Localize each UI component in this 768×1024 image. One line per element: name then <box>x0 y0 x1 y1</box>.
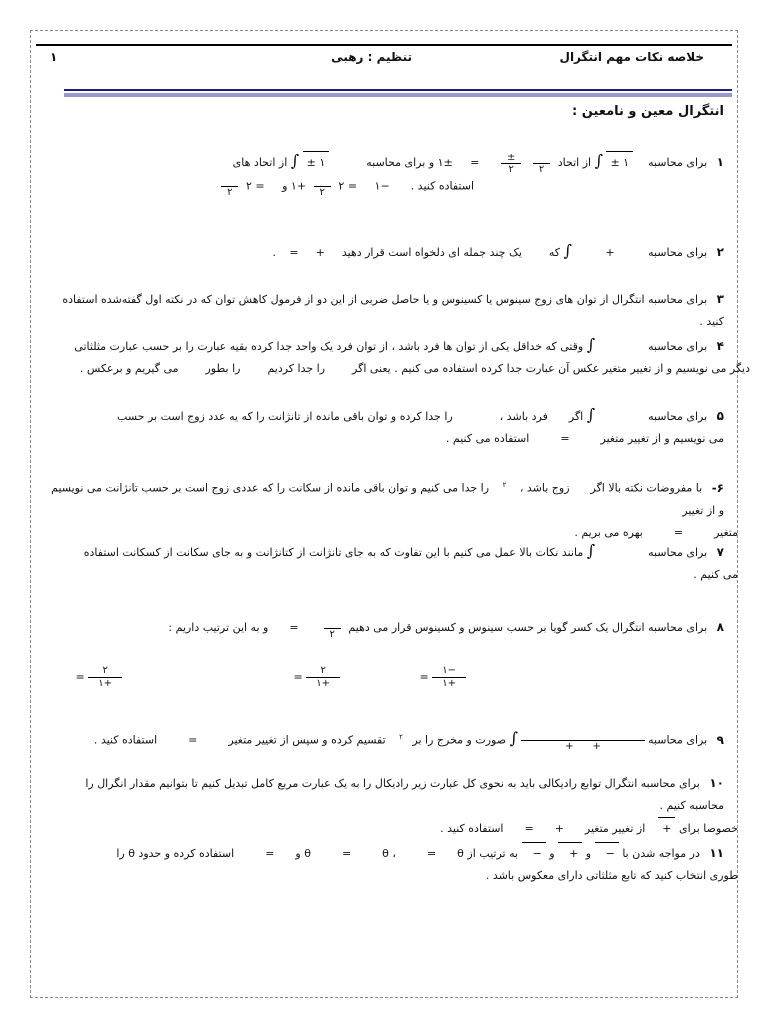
item-number: ۷ <box>716 545 724 559</box>
item-text: برای محاسبه <box>648 156 708 169</box>
sqrt-expression: ۱ ± <box>303 151 330 174</box>
item-text: را جدا می کنیم و توان باقی مانده از سکانت را که عددی زوج است بر حسب تانژانت می نویسیم و از تغییر <box>51 481 724 517</box>
note-item-7 <box>48 540 738 586</box>
item-text: برای محاسبه <box>648 410 708 423</box>
item-text: و <box>549 847 555 860</box>
item-text: −۱ <box>374 179 390 192</box>
item-text: + <box>315 246 325 259</box>
item-text: برای محاسبه انتگرال توابع رادیکالی باید به نحوی کل عبارت زیر رادیکال را به یک عبارت مربع کامل تبدیل کنیم تا بتوانیم مقدار انگرال را محاسبه کنیم . <box>85 777 724 812</box>
item-text: با مفروضات نکته بالا اگر <box>590 481 703 495</box>
item-text: تقسیم کرده و سپس از تغییر متغیر <box>228 733 386 747</box>
item-text: متغیر <box>714 525 738 539</box>
note-item-11 <box>48 842 738 887</box>
item-text: = <box>673 525 684 539</box>
integral-symbol: ∫ <box>594 151 603 170</box>
section-title: انتگرال معین و نامعین : <box>572 104 724 119</box>
page-header <box>36 50 732 72</box>
item-number: ۵ <box>716 409 724 423</box>
note-item-5 <box>48 404 724 450</box>
note-item-3 <box>48 288 724 333</box>
item-text: می نویسیم و از تغییر متغیر <box>600 432 724 445</box>
item-text: برای محاسبه <box>648 340 708 353</box>
item-text: = <box>524 822 534 835</box>
fraction-expression: = ۱− ۱+ <box>420 665 466 690</box>
item-text: = <box>289 621 299 634</box>
item-text: = <box>341 847 352 860</box>
item-text: طوری انتخاب کنید که تابع مثلثاتی دارای معکوس باشد . <box>485 869 738 882</box>
item-number: ۴ <box>716 339 724 353</box>
fraction: $\frac{\pm}{۲}$ <box>501 152 521 175</box>
item-text: برای محاسبه <box>648 246 708 259</box>
item-text: به ترتیب از <box>467 847 519 860</box>
header-rule-light <box>64 93 732 97</box>
item-text: را جدا کردیم <box>267 362 326 375</box>
sqrt-expression: + <box>658 817 675 840</box>
item-text: = <box>289 246 299 259</box>
item-text: = <box>560 432 570 445</box>
note-item-8 <box>48 616 724 640</box>
header-top-rule <box>36 44 732 46</box>
item-text: = <box>188 733 198 747</box>
note-item-4 <box>48 334 750 380</box>
note-item-6: ۶- با مفروضات نکته بالا اگر زوج باشد ، $^۲$ را جدا می کنیم و توان باقی مانده از سکانت را که عددی زوج است بر حسب تانژانت می نویسیم و از تغییر متغیر = بهره می بریم . <box>51 480 738 539</box>
sqrt-expression: + <box>558 842 582 865</box>
note-item-2: ۲ برای محاسبه + ∫ که یک چند جمله ای دلخواه است قرار دهید + = . <box>272 241 724 260</box>
sqrt-expression: − <box>595 842 619 865</box>
fraction: + + <box>521 728 644 753</box>
item-text: صورت و مخرج را بر <box>412 733 507 747</box>
note-item-1: ۱ برای محاسبه ۱ ± ∫ از اتحاد ۲ $\frac{\pm}{۲}$ = ±۱ و برای محاسبه ۱ ± ∫ از اتحاد های استفاده کنید . −۱ = ۲ ۲ +۱ و = ۲ ۲ <box>48 150 724 198</box>
item-text: که <box>548 246 561 259</box>
integral-symbol: ∫ <box>586 335 596 354</box>
fraction-expression: = ۲ ۱+ <box>294 665 340 690</box>
item-number: ۹ <box>716 732 724 747</box>
item-number: ۳ <box>716 292 724 306</box>
integral-symbol: ∫ <box>586 541 596 560</box>
sqrt-expression: ۱ ± <box>606 151 633 174</box>
item-number: ۱۱ <box>709 846 724 860</box>
item-text: می گیریم و برعکس . <box>79 362 179 375</box>
item-text: استفاده کنید . <box>410 179 474 192</box>
note-item-9: ۹ برای محاسبه + + ∫ صورت و مخرج را بر $^۲$ تقسیم کرده و سپس از تغییر متغیر = استفاده کنید . <box>93 728 724 753</box>
item-number: ۱۰ <box>709 776 724 790</box>
integral-symbol: ∫ <box>509 728 518 748</box>
item-text: را بطور <box>205 362 241 375</box>
item-text: و <box>585 847 592 860</box>
item-text: ۲ <box>338 179 345 192</box>
fraction: ۲ <box>314 175 331 198</box>
item-text: از اتحاد <box>557 156 592 169</box>
item-text: از تغییر متغیر <box>584 822 646 835</box>
item-number: ۲ <box>716 245 724 259</box>
item-text: زوج باشد ، <box>519 481 570 495</box>
header-rule-dark <box>64 89 732 91</box>
item-number: ۶- <box>711 480 724 495</box>
header-author: تنظیم : رهبی <box>331 50 412 64</box>
item-text: دیگر می نویسیم و از تغییر متغیر عکس آن عبارت جدا کرده استفاده می کنیم . یعنی اگر <box>352 362 750 375</box>
integral-symbol: ∫ <box>290 151 300 170</box>
item-text: برای محاسبه <box>648 546 708 559</box>
sqrt-expression: − <box>522 842 546 865</box>
item-text: استفاده کرده و حدود θ را <box>116 847 235 860</box>
item-text: و به این ترتیب داریم : <box>168 621 269 634</box>
item-text: استفاده می کنیم . <box>445 432 530 445</box>
item-text: می کنیم . <box>693 568 738 581</box>
item-text: مانند نکات بالا عمل می کنیم با این تفاوت که به جای تانژانت از کتانژانت و به جای سکانت از کسکانت استفاده <box>83 546 584 559</box>
item-text: بهره می بریم . <box>574 525 643 539</box>
item-text: در مواجه شدن با <box>622 847 700 860</box>
item-text: را جدا کرده و توان باقی مانده از تانژانت را که یه عدد زوج است بر حسب <box>117 410 453 423</box>
note-item-10 <box>48 772 738 840</box>
item-text: = <box>265 847 275 860</box>
fraction: ۲ <box>324 617 341 640</box>
item-text: برای محاسبه انتگرال یک کسر گویا بر حسب سینوس و کسینوس قرار می دهیم <box>348 621 708 634</box>
fraction: ۲ <box>221 175 238 198</box>
integral-symbol: ∫ <box>586 405 596 424</box>
item-text: اگر <box>568 410 584 423</box>
integral-symbol: ∫ <box>563 241 572 260</box>
item-text: و برای محاسبه <box>366 156 435 169</box>
item-text: وقتی که خداقل یکی از توان ها فرد باشد ، از توان فرد یک واحد جدا کرده بقیه عبارت را بر حسب عبارت مثلثاتی <box>74 340 584 353</box>
item-text: استفاده کنید . <box>440 822 504 835</box>
item-text: یک چند جمله ای دلخواه است قرار دهید <box>341 246 522 259</box>
document-body <box>48 100 750 984</box>
item-text: خصوصا برای <box>678 822 738 835</box>
page-number: ۱ <box>50 50 58 64</box>
fraction: ۲ <box>533 152 550 175</box>
item-number: ۱ <box>716 155 724 169</box>
item-text: از اتحاد های <box>232 156 288 169</box>
item-text: θ <box>304 847 311 860</box>
item-text: برای محاسبه انتگرال از توان های زوج سینوس یا کسینوس و یا حاصل ضربی از این دو از فرمول کاهش توان که در نکته اول گفته‌شده استفاده کنید . <box>62 293 724 328</box>
item-text: θ و <box>295 847 464 860</box>
header-title: خلاصه نکات مهم انتگرال <box>559 50 704 64</box>
fraction-expression: = ۲ ۱+ <box>76 665 122 690</box>
item-text: فرد باشد ، <box>499 410 548 423</box>
item-text: برای محاسبه <box>648 733 708 747</box>
item-number: ۸ <box>716 620 724 634</box>
fractions-row <box>48 665 724 695</box>
item-text: + <box>554 822 564 835</box>
item-text: +۱ و <box>282 179 307 192</box>
item-text: استفاده کنید . <box>93 733 158 747</box>
item-text: θ ، <box>382 847 396 860</box>
item-text: = <box>426 847 437 860</box>
item-text: ۲ <box>245 179 252 192</box>
item-text: ±۱ <box>437 156 453 169</box>
